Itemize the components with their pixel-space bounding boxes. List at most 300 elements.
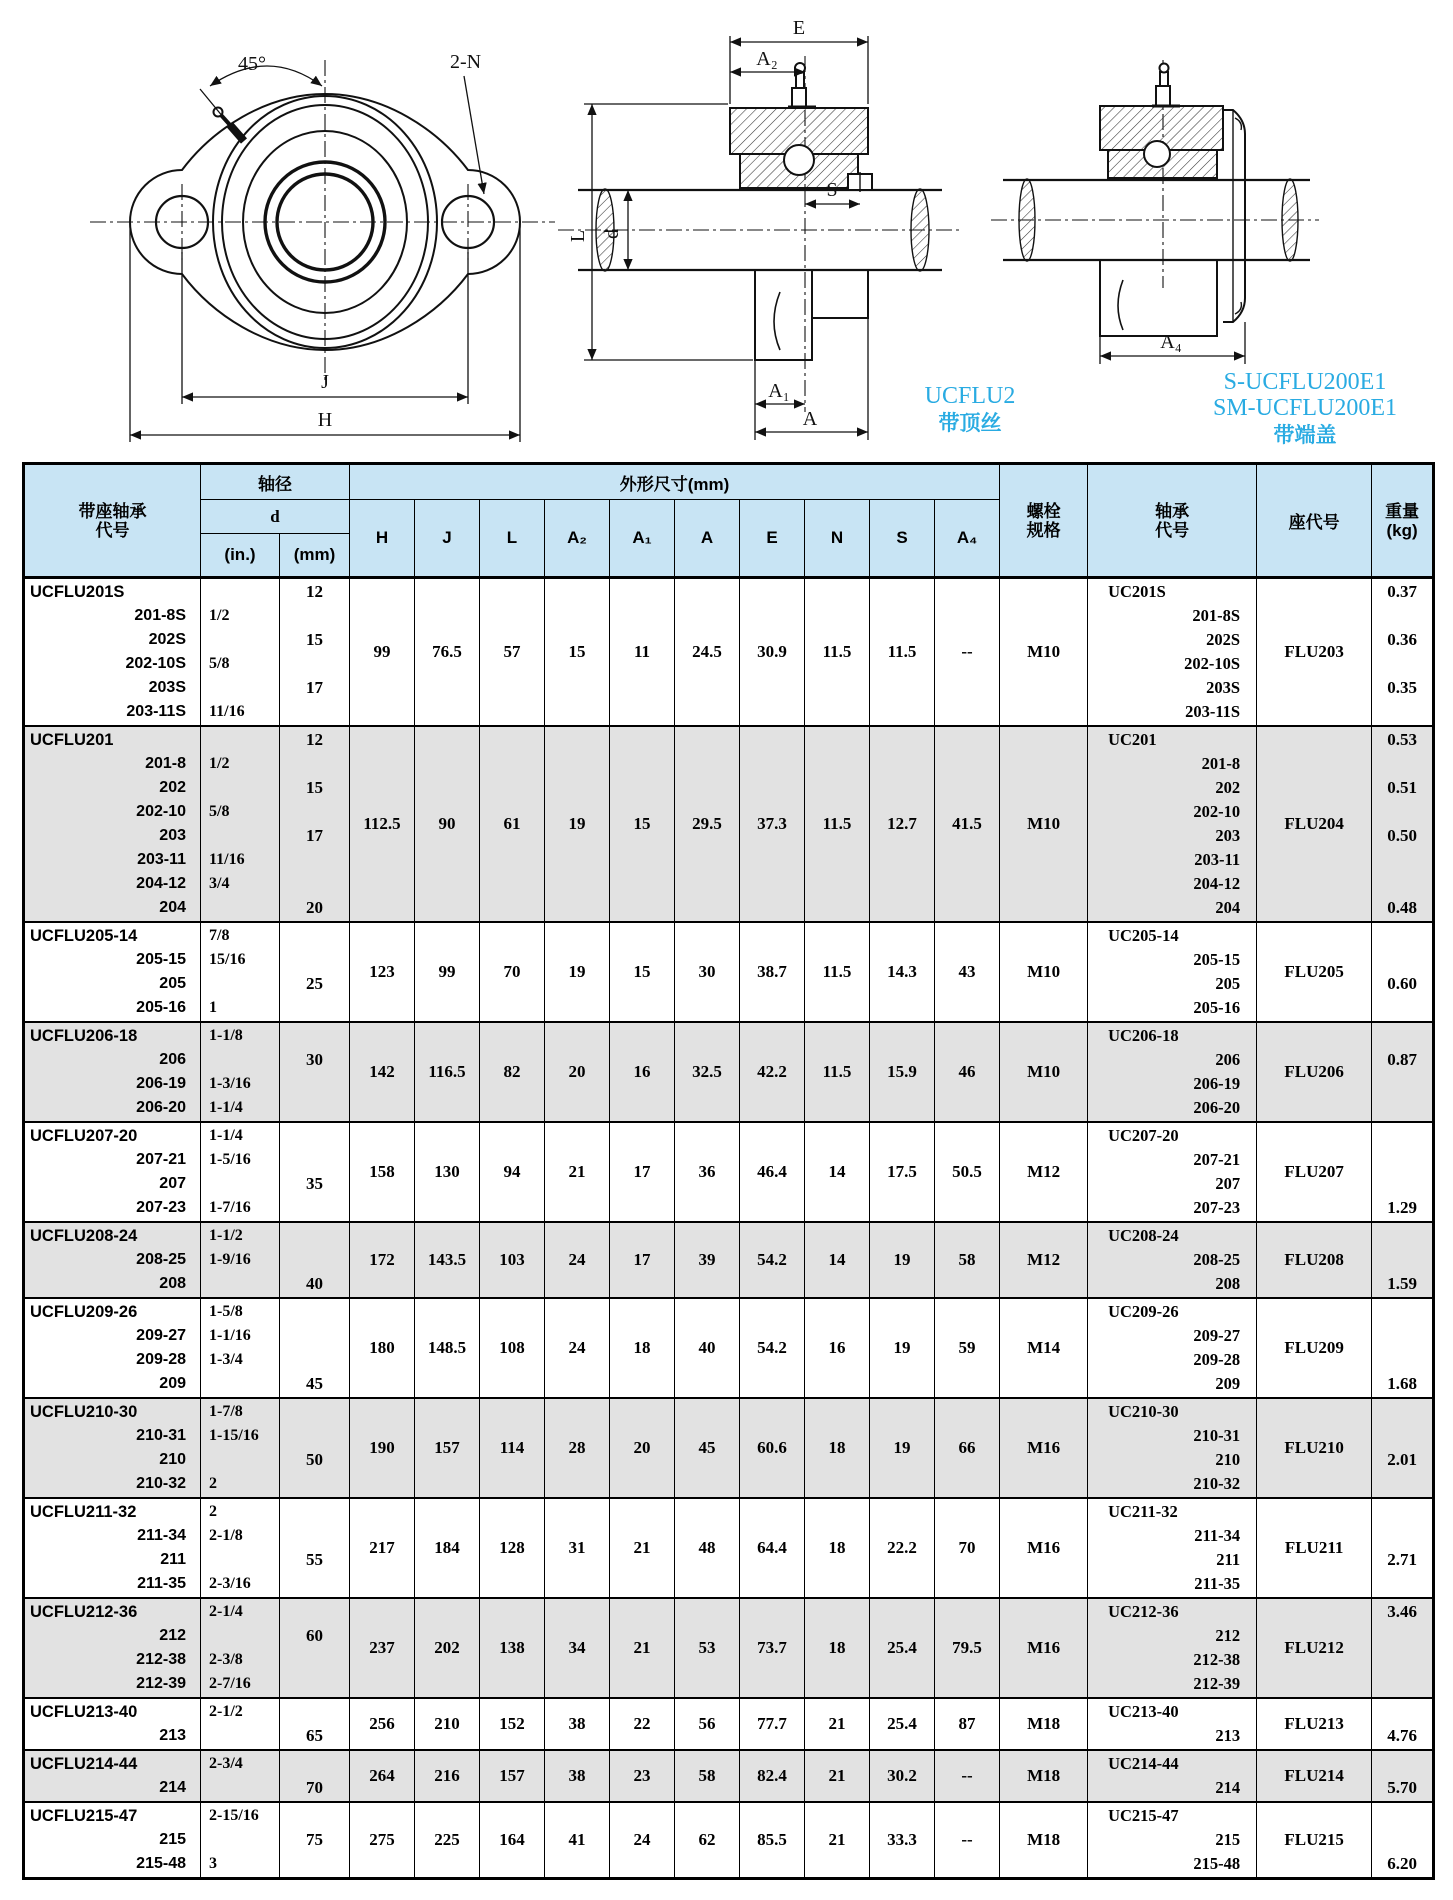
cell-d-mm [280,1698,350,1750]
cell-line: 0.53 [1387,730,1417,749]
cell-line: 203-11S [1185,702,1241,721]
cell-dim-H: 190 [350,1398,415,1498]
cell-line: 205-16 [136,999,186,1016]
cell-line: 0.51 [1387,778,1417,797]
cell-unit-code [24,1298,201,1398]
cell-line [280,1224,349,1248]
cell-dim-J: 210 [415,1698,480,1750]
cell-d-mm [280,1802,350,1879]
cell-dim-S: 14.3 [870,922,935,1022]
cell-d-inch [201,1298,280,1398]
cell-line [201,1372,279,1396]
cell-line: 207-23 [1193,1198,1241,1217]
dim-d-label: d [601,229,623,239]
cell-line [1372,1500,1432,1524]
cell-line [280,1096,349,1120]
cell-dim-A₂: 24 [545,1222,610,1298]
cell-line [280,848,349,872]
cell-line: UC208-24 [1108,1226,1179,1245]
cell-dim-L: 114 [480,1398,545,1498]
col-header-shaft-dia: 轴径 [201,464,350,500]
cell-seat-code: FLU210 [1257,1398,1372,1498]
cell-line [1372,800,1432,824]
cell-line: 202 [1215,778,1241,797]
cell-line [280,1804,349,1828]
cell-line: 202S [1206,630,1241,649]
cell-line [280,1672,349,1696]
cell-line [1372,700,1432,724]
cell-dim-H: 264 [350,1750,415,1802]
cell-dim-A: 40 [675,1298,740,1398]
cell-line: 212-39 [136,1675,186,1692]
cell-line [1372,1172,1432,1196]
cell-line: 1/2 [209,607,230,624]
cell-line: 213 [159,1727,186,1744]
dim-l-label: L [567,229,589,243]
cell-seat-code: FLU212 [1257,1598,1372,1698]
cell-line: 2-1/4 [209,1603,243,1620]
cell-line [280,1424,349,1448]
cell-line: 208 [159,1275,186,1292]
cell-line: 212-38 [1193,1650,1241,1669]
cell-d-mm [280,1750,350,1802]
cell-line: 214 [159,1779,186,1796]
cell-dim-H: 217 [350,1498,415,1598]
cell-seat-code: FLU207 [1257,1122,1372,1222]
cell-dim-A₂: 19 [545,922,610,1022]
cell-line [280,1196,349,1220]
cell-line: 2-15/16 [209,1807,259,1824]
cell-line: 215-48 [1193,1854,1241,1873]
cell-dim-J: 143.5 [415,1222,480,1298]
cell-line: 204 [159,899,186,916]
cell-dim-J: 202 [415,1598,480,1698]
cell-line: 5/8 [209,803,230,820]
cell-line: 212-39 [1193,1674,1241,1693]
col-header-N: N [805,500,870,578]
cell-dim-A₁: 21 [610,1498,675,1598]
cell-dim-A₁: 11 [610,578,675,727]
cell-bolt-size: M10 [1000,578,1088,727]
cell-line [201,1724,279,1748]
cell-dim-A₂: 28 [545,1398,610,1498]
cell-dim-S: 11.5 [870,578,935,727]
model-label-2: SM-UCFLU200E1 [1212,395,1398,421]
cell-line: 3.46 [1387,1602,1417,1621]
cell-line: 215 [159,1831,186,1848]
cell-line: UCFLU201 [30,731,114,749]
cell-dim-E: 77.7 [740,1698,805,1750]
cell-line [280,1300,349,1324]
cell-line: 213 [1215,1726,1241,1745]
cell-dim-H: 172 [350,1222,415,1298]
cell-line [1372,1752,1432,1776]
dim-e-label: E [792,17,806,39]
cell-line: 201-8S [1192,606,1241,625]
cell-line [1372,1300,1432,1324]
cell-line: 0.50 [1387,826,1417,845]
cell-line: 206-20 [136,1099,186,1116]
cell-line: 20 [306,898,323,917]
cell-dim-N: 21 [805,1802,870,1879]
cell-dim-L: 164 [480,1802,545,1879]
cell-dim-A: 24.5 [675,578,740,727]
cell-dim-L: 94 [480,1122,545,1222]
cell-line: 203 [1215,826,1241,845]
cell-weight [1372,1750,1434,1802]
cell-line: 211-34 [1194,1526,1241,1545]
cell-dim-H: 142 [350,1022,415,1122]
cell-line: 209-27 [1193,1326,1241,1345]
cell-dim-A₂: 24 [545,1298,610,1398]
cell-dim-L: 157 [480,1750,545,1802]
cell-line: 1.29 [1387,1198,1417,1217]
cell-bolt-size: M18 [1000,1802,1088,1879]
cell-line [1372,1472,1432,1496]
grease-nipple-icon [788,63,816,108]
cell-line [1372,1400,1432,1424]
cell-bearing-code [1088,1498,1257,1598]
dim-j-label: J [321,371,329,393]
cell-dim-H: 256 [350,1698,415,1750]
cell-line: 206-19 [136,1075,186,1092]
cell-dim-L: 70 [480,922,545,1022]
cell-line [1372,604,1432,628]
cell-line: 25 [306,974,323,993]
cell-d-mm [280,1222,350,1298]
cell-dim-A₁: 16 [610,1022,675,1122]
cell-dim-A₂: 38 [545,1698,610,1750]
cell-line [201,824,279,848]
col-header-A: A [675,500,740,578]
cell-line: UCFLU206-18 [30,1027,138,1045]
cell-weight [1372,1398,1434,1498]
cell-seat-code: FLU211 [1257,1498,1372,1598]
table-header [24,464,1434,578]
table-body [24,578,1434,1879]
cell-dim-A₂: 41 [545,1802,610,1879]
dimension-lines [584,36,868,440]
cell-line: UCFLU214-44 [30,1755,138,1773]
table-row [24,1122,1434,1222]
cell-line: 205 [1215,974,1241,993]
col-header-inch: (in.) [201,534,280,578]
cell-dim-N: 21 [805,1750,870,1802]
cell-bolt-size: M10 [1000,1022,1088,1122]
cell-line: UC210-30 [1108,1402,1179,1421]
cell-line [1372,1424,1432,1448]
cell-d-inch [201,1022,280,1122]
cell-line: 1-15/16 [209,1427,259,1444]
cell-line: 203-11S [126,703,186,720]
cell-line: UC201 [1108,730,1157,749]
cell-dim-A₁: 20 [610,1398,675,1498]
cell-line [1372,1224,1432,1248]
cell-line [280,1124,349,1148]
cell-line [280,1852,349,1876]
cell-dim-J: 76.5 [415,578,480,727]
cell-dim-H: 237 [350,1598,415,1698]
cell-line: 207 [1215,1174,1241,1193]
cell-line: 205-15 [1193,950,1241,969]
table-row [24,578,1434,727]
cell-line [280,1700,349,1724]
cell-line [280,1248,349,1272]
cell-line: 2-7/16 [209,1675,251,1692]
cell-bolt-size: M10 [1000,922,1088,1022]
cell-line: 204 [1215,898,1241,917]
header-text: (kg) [1386,520,1418,540]
cell-bearing-code [1088,1598,1257,1698]
cell-line: UC215-47 [1108,1806,1179,1825]
table-row [24,1750,1434,1802]
cell-line [1372,1804,1432,1828]
cell-unit-code [24,1022,201,1122]
cell-line [280,604,349,628]
cell-line: 203-11 [137,851,186,868]
cell-d-mm [280,1598,350,1698]
cell-dim-A₄: -- [935,1750,1000,1802]
cell-dim-J: 225 [415,1802,480,1879]
cell-dim-A₄: 87 [935,1698,1000,1750]
cell-line [1372,1124,1432,1148]
cell-line [280,1024,349,1048]
cell-d-inch [201,1122,280,1222]
cell-line: 202-10S [1184,654,1241,673]
cell-line: UCFLU207-20 [30,1127,138,1145]
cell-line: 211-34 [137,1527,186,1544]
cell-dim-S: 22.2 [870,1498,935,1598]
cell-line: UC212-36 [1108,1602,1179,1621]
cell-dim-E: 54.2 [740,1222,805,1298]
cell-dim-S: 19 [870,1398,935,1498]
cell-bearing-code [1088,578,1257,727]
cell-line [280,924,349,948]
cell-line [280,948,349,972]
cell-line [201,1624,279,1648]
cell-line: 207-23 [136,1199,186,1216]
cell-line [1372,1148,1432,1172]
cell-seat-code: FLU209 [1257,1298,1372,1398]
cell-seat-code: FLU206 [1257,1022,1372,1122]
cell-line: 206 [1215,1050,1241,1069]
cell-line: 202-10 [1193,802,1241,821]
cell-line: 212-38 [136,1651,186,1668]
cell-line: 11/16 [209,851,245,868]
cell-dim-A₁: 17 [610,1122,675,1222]
cell-dim-A₁: 23 [610,1750,675,1802]
cell-dim-A₄: -- [935,578,1000,727]
cell-line: 2 [209,1475,217,1492]
cell-line: 1-1/16 [209,1327,251,1344]
cell-line: 209-28 [136,1351,186,1368]
cell-line: 1-5/8 [209,1303,243,1320]
cell-unit-code [24,1598,201,1698]
cell-dim-A₂: 19 [545,726,610,922]
cell-line [280,800,349,824]
cell-line: 5.70 [1387,1778,1417,1797]
cell-d-inch [201,578,280,727]
cell-seat-code: FLU205 [1257,922,1372,1022]
cell-dim-L: 57 [480,578,545,727]
cell-bearing-code [1088,1802,1257,1879]
cell-line: 35 [306,1174,323,1193]
table-row [24,1222,1434,1298]
cell-dim-S: 15.9 [870,1022,935,1122]
cell-line: 208-25 [1193,1250,1241,1269]
cell-line: 201-8S [134,607,186,624]
cell-d-inch [201,1698,280,1750]
cell-line [201,1776,279,1800]
end-cover-view-drawing [985,48,1325,378]
cell-dim-S: 25.4 [870,1698,935,1750]
cell-line: 203 [159,827,186,844]
cell-line: 209-27 [136,1327,186,1344]
col-header-A1: A₁ [610,500,675,578]
cell-line: 205 [159,975,186,992]
table-row [24,1698,1434,1750]
cell-bolt-size: M16 [1000,1498,1088,1598]
cell-line: 2-1/8 [209,1527,243,1544]
cell-line: UCFLU208-24 [30,1227,138,1245]
cell-dim-A: 53 [675,1598,740,1698]
cell-line [201,776,279,800]
dim-a2-label: A₂ [756,48,778,70]
cell-line [280,1324,349,1348]
cell-seat-code: FLU203 [1257,578,1372,727]
cell-dim-E: 38.7 [740,922,805,1022]
front-view-drawing [60,12,580,457]
cell-line [201,580,279,604]
dim-s-label: S [826,179,838,201]
cell-dim-A: 48 [675,1498,740,1598]
cell-line [280,1148,349,1172]
cell-dim-A: 62 [675,1802,740,1879]
cell-line: 202S [148,631,186,648]
cell-dim-A: 39 [675,1222,740,1298]
cell-dim-N: 11.5 [805,578,870,727]
cell-bolt-size: M18 [1000,1750,1088,1802]
cell-bolt-size: M16 [1000,1398,1088,1498]
header-text: 轴承 [1155,501,1190,521]
cell-line: 1-1/4 [209,1127,243,1144]
cell-weight [1372,1598,1434,1698]
cell-line [1372,652,1432,676]
cell-line [280,700,349,724]
cell-dim-A₁: 22 [610,1698,675,1750]
cell-dim-J: 184 [415,1498,480,1598]
housing-section [730,108,872,360]
col-header-H: H [350,500,415,578]
cell-line: 210-32 [1193,1474,1241,1493]
caption-s-ucflu200e1 [1155,369,1453,449]
col-header-d: d [201,500,350,534]
cell-line: 0.60 [1387,974,1417,993]
cell-line: 12 [306,582,323,601]
cell-line: UC201S [1108,582,1166,601]
section-view-drawing [550,8,970,444]
cell-bolt-size: M16 [1000,1598,1088,1698]
cell-line [1372,1700,1432,1724]
cell-line [280,1648,349,1672]
cell-line [201,1172,279,1196]
cell-dim-N: 18 [805,1398,870,1498]
cell-d-inch [201,726,280,922]
cell-line: 201-8 [145,755,186,772]
dim-a1-label: A₁ [768,380,790,402]
cell-line [1372,1648,1432,1672]
cell-line: 2 [209,1503,217,1520]
cell-line: 211 [160,1551,186,1568]
cell-line [1372,848,1432,872]
cell-line: 207 [159,1175,186,1192]
feature-label: 带顶丝 [938,412,1002,435]
cell-line [1372,1096,1432,1120]
cell-line: 206-20 [1193,1098,1241,1117]
cell-dim-A₁: 17 [610,1222,675,1298]
cell-bolt-size: M10 [1000,726,1088,922]
cell-dim-E: 64.4 [740,1498,805,1598]
cell-line: 1.59 [1387,1274,1417,1293]
cell-dim-E: 82.4 [740,1750,805,1802]
cell-line: 2.01 [1387,1450,1417,1469]
cell-weight [1372,578,1434,727]
cell-line: 75 [306,1830,323,1849]
cell-d-mm [280,1398,350,1498]
cell-line: 70 [306,1778,323,1797]
caption-ucflu2 [840,383,1100,437]
cell-line: UCFLU213-40 [30,1703,138,1721]
cell-line: 210 [159,1451,186,1468]
cell-line [280,1600,349,1624]
header-text: 重量 [1385,501,1420,521]
cell-line [1372,1828,1432,1852]
cell-line: 0.36 [1387,630,1417,649]
cell-dim-N: 18 [805,1498,870,1598]
cell-dim-A₁: 15 [610,726,675,922]
header-text: 螺栓 [1026,501,1061,521]
cell-line [1372,948,1432,972]
cell-d-mm [280,578,350,727]
cell-line: UC213-40 [1108,1702,1179,1721]
cell-line [201,1548,279,1572]
cell-weight [1372,1022,1434,1122]
cell-line: 1-9/16 [209,1251,251,1268]
col-header-mm: (mm) [280,534,350,578]
cell-line [1372,1624,1432,1648]
cell-dim-E: 73.7 [740,1598,805,1698]
cell-line: 207-21 [1193,1150,1241,1169]
cell-line: 215-48 [136,1855,186,1872]
cell-line: 1 [209,999,217,1016]
cell-dim-A₁: 24 [610,1802,675,1879]
cell-dim-L: 61 [480,726,545,922]
cell-line [1372,1024,1432,1048]
cell-line [1372,1248,1432,1272]
cell-dim-L: 152 [480,1698,545,1750]
cell-line: 17 [306,826,323,845]
cell-line: 202 [159,779,186,796]
cell-unit-code [24,726,201,922]
model-label: UCFLU2 [924,383,1016,409]
cell-unit-code [24,578,201,727]
cell-dim-A: 58 [675,1750,740,1802]
cell-d-inch [201,1498,280,1598]
cell-line: UCFLU212-36 [30,1603,138,1621]
table-row [24,1598,1434,1698]
col-header-A4: A₄ [935,500,1000,578]
cell-line: 214 [1215,1778,1241,1797]
